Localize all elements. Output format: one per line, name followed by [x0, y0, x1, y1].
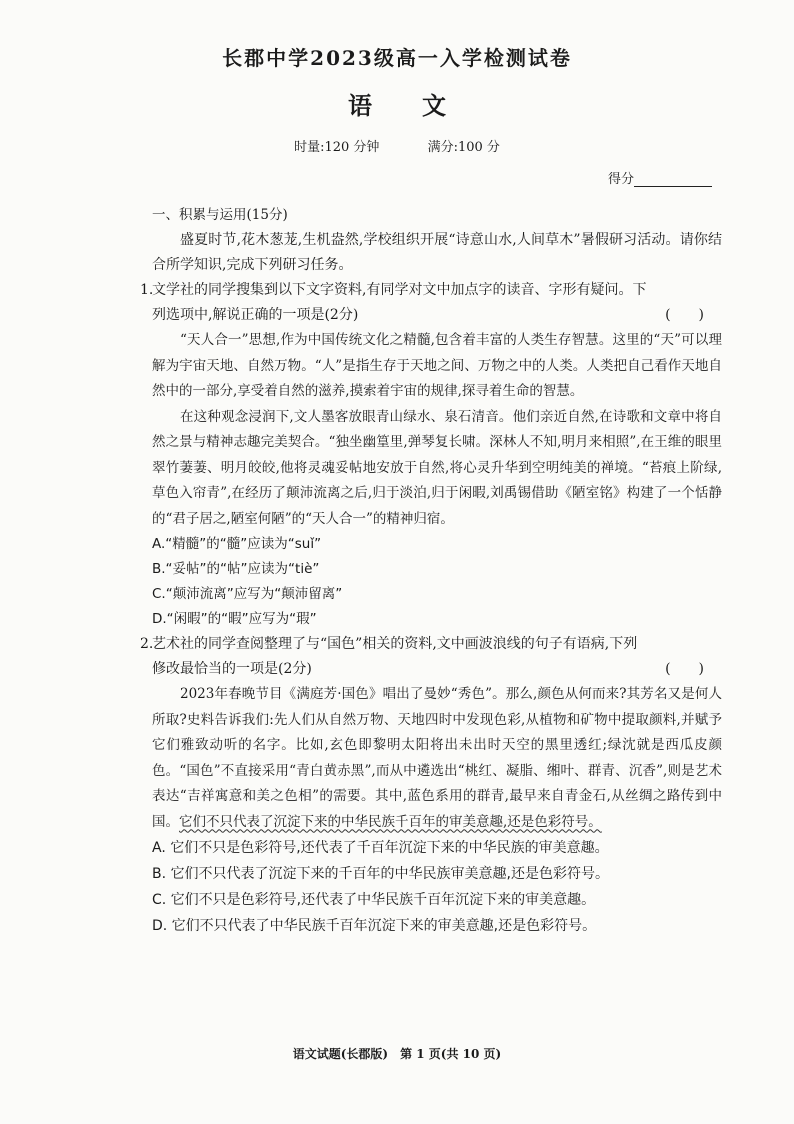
score-label: 得分	[608, 172, 635, 187]
full-score: 满分:100 分	[427, 140, 500, 155]
question-1-option-a: A.“精髓”的“髓”应读为“suǐ”	[152, 536, 322, 552]
question-1-number: 1.	[140, 282, 154, 298]
question-1-paragraph: 在这种观念浸润下,文人墨客放眼青山绿水、泉石清音。他们亲近自然,在诗歌和文章中将自然之景与精神志趣完美契合。“独坐幽篁里,弹琴复长啸。深林人不知,明月来相照”,在王维的眼里翠竹萋萋、明月皎皎,他将灵魂妥帖地安放于自然,将心灵升华到空明纯美的禅境。“苔痕上阶绿,草色入帘青”,在经历了颠沛流离之后,归于淡泊,归于闲暇,刘禹锡借助《陋室铭》构建了一个恬静的“君子居之,陋室何陋”的“天人合一”的精神归宿。	[152, 408, 722, 527]
section-intro: 盛夏时节,花木葱茏,生机盎然,学校组织开展“诗意山水,人间草木”暑假研习活动。请你结合所学知识,完成下列研习任务。	[152, 232, 722, 273]
question-1-passage	[152, 328, 722, 532]
question-2-number: 2.	[140, 636, 154, 652]
section-heading: 一、积累与运用(15分)	[152, 207, 288, 223]
question-2-stem-line2: 修改最恰当的一项是(2分)	[152, 661, 312, 677]
subject-title: 语文	[348, 91, 496, 120]
question-2-option-a: A. 它们不只是色彩符号,还代表了千百年沉淀下来的中华民族的审美意趣。	[152, 840, 609, 856]
score-blank	[634, 172, 712, 187]
question-2-paragraph	[152, 682, 722, 835]
question-2-passage	[152, 682, 722, 835]
wavy-underlined-sentence: 它们不只代表了沉淀下来的中华民族千百年的审美意趣,还是色彩符号。	[179, 813, 602, 830]
question-2-answer-blank: ( )	[665, 661, 704, 677]
question-1-option-b: B.“妥帖”的“帖”应读为“tiè”	[152, 561, 320, 577]
page-footer: 语文试题(长郡版) 第 1 页(共 10 页)	[292, 1047, 502, 1061]
question-1	[140, 278, 722, 632]
question-2	[140, 632, 722, 939]
question-2-answer-row	[152, 657, 722, 682]
question-2-option-d: D. 它们不只代表了中华民族千百年沉淀下来的审美意趣,还是色彩符号。	[152, 918, 597, 934]
exam-meta	[0, 136, 794, 155]
question-1-stem-line2: 列选项中,解说正确的一项是(2分)	[152, 307, 359, 323]
score-field	[608, 168, 712, 187]
time-limit: 时量:120 分钟	[294, 140, 380, 155]
question-2-passage-text: 2023年春晚节目《满庭芳·国色》唱出了曼妙“秀色”。那么,颜色从何而来?其芳名又是何人所取?史料告诉我们:先人们从自然万物、天地四时中发现色彩,从植物和矿物中提取颜料,并赋予它们雅致动听的名字。比如,玄色即黎明太阳将出未出时天空的黑里透红;绿沈就是西瓜皮颜色。“国色”不直接采用“青白黄赤黑”,而从中遴选出“桃红、凝脂、缃叶、群青、沉香”,则是艺术表达“吉祥寓意和美之色相”的需要。其中,蓝色系用的群青,最早来自青金石,从丝绸之路传到中国。	[152, 686, 722, 830]
exam-title: 长郡中学2023级高一入学检测试卷	[222, 46, 572, 70]
question-1-option-d: D.“闲暇”的“暇”应写为“瑕”	[152, 611, 317, 627]
question-1-answer-blank: ( )	[665, 307, 704, 323]
question-2-stem-line1: 艺术社的同学查阅整理了与“国色”相关的资料,文中画波浪线的句子有语病,下列	[152, 636, 638, 652]
question-1-paragraph: “天人合一”思想,作为中国传统文化之精髓,包含着丰富的人类生存智慧。这里的“天”可以理解为宇宙天地、自然万物。“人”是指生存于天地之间、万物之中的人类。人类把自己看作天地自然中的一部分,享受着自然的滋养,摸索着宇宙的规律,探寻着生命的智慧。	[152, 332, 722, 399]
question-2-option-b: B. 它们不只代表了沉淀下来的千百年的中华民族审美意趣,还是色彩符号。	[152, 866, 609, 882]
question-1-answer-row	[152, 303, 722, 328]
question-2-option-c: C. 它们不只是色彩符号,还代表了中华民族千百年沉淀下来的审美意趣。	[152, 892, 596, 908]
question-2-stem	[140, 632, 722, 657]
question-2-options	[152, 835, 722, 939]
question-1-stem-line1: 文学社的同学搜集到以下文字资料,有同学对文中加点字的读音、字形有疑问。下	[152, 282, 647, 298]
question-1-option-c: C.“颠沛流离”应写为“颠沛留离”	[152, 586, 343, 602]
exam-content	[140, 203, 722, 939]
question-1-stem	[140, 278, 722, 303]
